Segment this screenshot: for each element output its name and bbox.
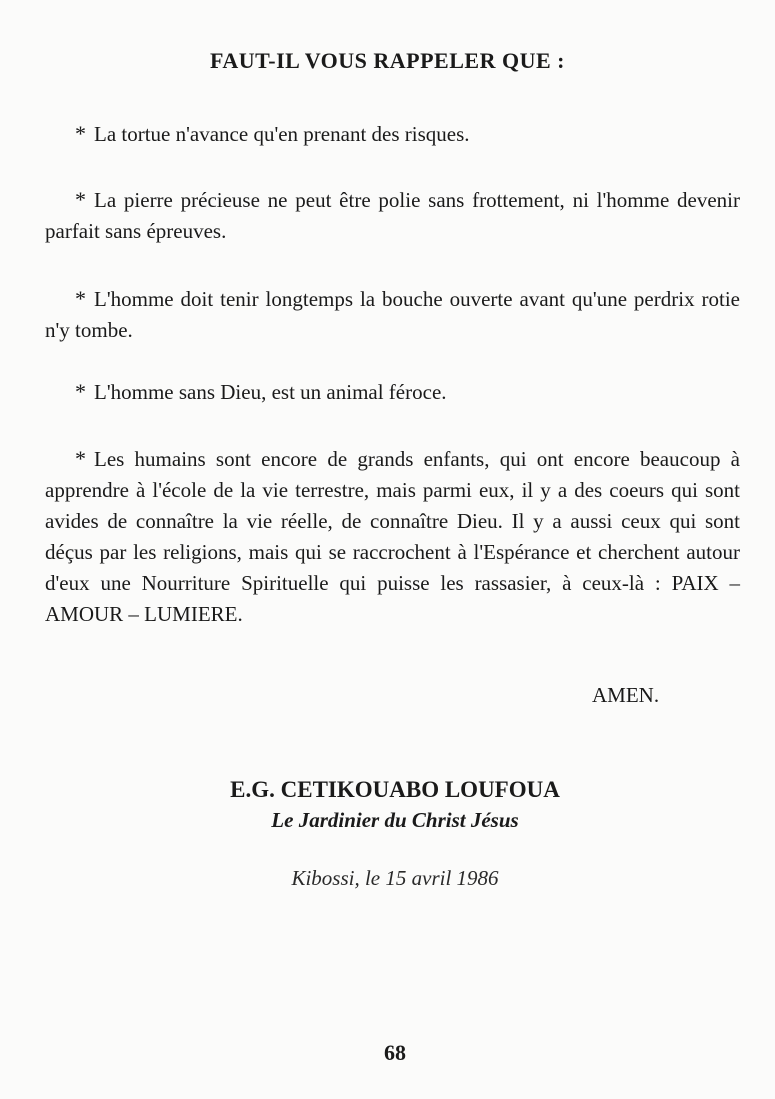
closing-amen: AMEN. [592, 683, 660, 707]
author-name: E.G. CETIKOUABO LOUFOUA [230, 777, 560, 802]
bullet-star: * [75, 121, 86, 146]
bullet-star: * [75, 187, 86, 212]
dateline: Kibossi, le 15 avril 1986 [291, 866, 499, 890]
proverb-paragraph [45, 118, 740, 150]
paragraph-text: La tortue n'avance qu'en prenant des risques. [94, 122, 470, 146]
page-number: 68 [384, 1040, 406, 1065]
bullet-star: * [75, 446, 86, 471]
proverb-paragraph [45, 443, 740, 630]
proverb-paragraph [45, 184, 740, 247]
page-heading: FAUT-IL VOUS RAPPELER QUE : [210, 48, 565, 73]
proverb-paragraph [45, 283, 740, 346]
bullet-star: * [75, 286, 86, 311]
paragraph-text: L'homme sans Dieu, est un animal féroce. [94, 380, 447, 404]
paragraph-text: Les humains sont encore de grands enfants, qui ont encore beaucoup à apprendre à l'école de la vie terrestre, mais parmi eux, il y a des coeurs qui sont avides de connaître la vie réelle, de connaître Dieu. Il y a aussi ceux qui sont déçus par les religions, mais qui se raccrochent à l'Espérance et cherchent autour d'eux une Nourriture Spirituelle qui puisse les rassasier, à ceux-là : PAIX – AMOUR – LUMIERE. [45, 447, 740, 626]
paragraph-text: La pierre précieuse ne peut être polie sans frottement, ni l'homme devenir parfait sans épreuves. [45, 188, 740, 243]
author-title: Le Jardinier du Christ Jésus [271, 808, 519, 832]
paragraph-text: L'homme doit tenir longtemps la bouche ouverte avant qu'une perdrix rotie n'y tombe. [45, 287, 740, 342]
bullet-star: * [75, 379, 86, 404]
proverb-paragraph [45, 376, 740, 408]
